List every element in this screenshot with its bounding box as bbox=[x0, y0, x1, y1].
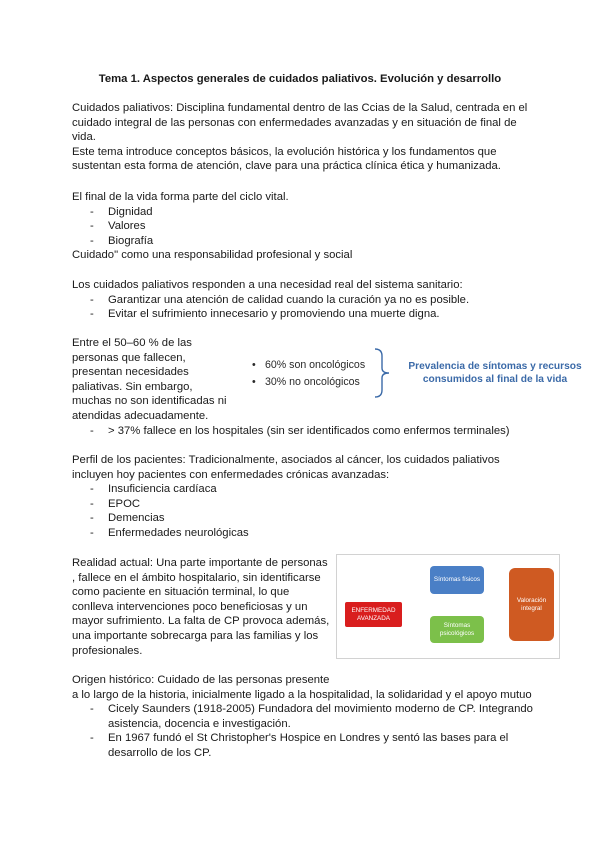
diagram-box-physical-symptoms: Síntomas físicos bbox=[430, 566, 484, 594]
section-heading: El final de la vida forma parte del ciclo vital. bbox=[72, 191, 289, 203]
item-line: asistencia, docencia e investigación. bbox=[108, 717, 291, 730]
bullet-item: • 30% no oncológicos bbox=[252, 374, 365, 391]
list-item: - Biografía bbox=[72, 234, 532, 249]
caption-line: Prevalencia de síntomas y recursos bbox=[408, 361, 582, 372]
text-line: sustentan esta forma de atención, clave para una práctica clínica ética y humanizada. bbox=[72, 160, 501, 173]
necesidad-section bbox=[72, 278, 532, 322]
list-item: - Dignidad bbox=[72, 205, 532, 220]
text-line: Perfil de los pacientes: Tradicionalmente, asociados al cáncer, los cuidados paliativos bbox=[72, 454, 500, 466]
list-item: - Enfermedades neurológicas bbox=[72, 526, 532, 541]
perfil-section bbox=[72, 453, 532, 541]
text-line: profesionales. bbox=[72, 644, 143, 657]
diagram-box-integral-assessment: Valoración integral bbox=[509, 568, 554, 641]
closing-line: Cuidado" como una responsabilidad profesional y social bbox=[72, 249, 353, 262]
estadistica-paragraph bbox=[72, 336, 252, 424]
curly-brace-icon bbox=[372, 348, 394, 398]
text-line: presentan necesidades bbox=[72, 366, 189, 379]
text-line: a lo largo de la historia, inicialmente ligado a la hospitalidad, la solidaridad y el apoyo mutuo bbox=[72, 688, 532, 701]
list-item: - EPOC bbox=[72, 497, 532, 512]
text-line: incluyen hoy pacientes con enfermedades crónicas avanzadas: bbox=[72, 468, 390, 481]
text-line: atendidas adecuadamente. bbox=[72, 409, 209, 422]
text-line: Cuidados paliativos: Disciplina fundamental dentro de las Ccias de la Salud, centrada en el bbox=[72, 102, 528, 114]
caption-line: consumidos al final de la vida bbox=[422, 374, 568, 385]
hospital-item-wrap bbox=[72, 424, 552, 439]
intro-paragraph bbox=[72, 101, 532, 174]
text-line: vida. bbox=[72, 131, 96, 144]
text-line: personas que fallecen, bbox=[72, 351, 186, 364]
list-item: - Valores bbox=[72, 219, 532, 234]
text-line: Entre el 50–60 % de las bbox=[72, 337, 192, 349]
origen-list bbox=[72, 702, 542, 760]
diagram-box-advanced-disease: ENFERMEDAD AVANZADA bbox=[345, 602, 402, 627]
final-vida-list bbox=[72, 205, 532, 249]
section-heading: Los cuidados paliativos responden a una necesidad real del sistema sanitario: bbox=[72, 279, 463, 291]
bullet-item: • 60% son oncológicos bbox=[252, 357, 365, 374]
list-item: - > 37% fallece en los hospitales (sin ser identificados como enfermos terminales) bbox=[72, 424, 552, 439]
text-line: conlleva intervenciones poco beneficiosas y un bbox=[72, 600, 308, 613]
text-line: Este tema introduce conceptos básicos, la evolución histórica y los fundamentos que bbox=[72, 145, 497, 158]
list-item bbox=[72, 731, 542, 760]
diagram-box-psychological-symptoms: Síntomas psicológicos bbox=[430, 616, 484, 643]
final-vida-section bbox=[72, 190, 532, 263]
text-line: Realidad actual: Una parte importante de personas bbox=[72, 557, 328, 569]
text-line: Origen histórico: Cuidado de las personas presente bbox=[72, 674, 330, 686]
necesidad-list bbox=[72, 293, 532, 322]
list-item bbox=[72, 702, 542, 731]
item-line: desarrollo de los CP. bbox=[108, 746, 212, 759]
page-title: Tema 1. Aspectos generales de cuidados paliativos. Evolución y desarrollo bbox=[98, 73, 502, 85]
realidad-paragraph bbox=[72, 556, 334, 658]
text-line: , fallece en el ámbito hospitalario, sin identificarse bbox=[72, 571, 321, 584]
list-item: - Demencias bbox=[72, 511, 532, 526]
text-line: como paciente en situación terminal, lo que bbox=[72, 586, 290, 599]
item-line: - En 1967 fundó el St Christopher's Hospice en Londres y sentó las bases para el bbox=[108, 732, 509, 745]
oncologic-bullets bbox=[252, 357, 365, 391]
text-line: muchas no son identificadas ni bbox=[72, 395, 227, 408]
text-line: paliativas. Sin embargo, bbox=[72, 380, 193, 393]
perfil-list bbox=[72, 482, 532, 540]
origen-section bbox=[72, 673, 542, 761]
text-line: una importante sobrecarga para las familias y los bbox=[72, 629, 319, 642]
prevalence-caption bbox=[400, 360, 590, 386]
text-line: mayor sufrimiento. La falta de CP provoca además, bbox=[72, 615, 330, 628]
list-item: - Garantizar una atención de calidad cuando la curación ya no es posible. bbox=[72, 293, 532, 308]
care-diagram bbox=[336, 554, 560, 659]
list-item: - Insuficiencia cardíaca bbox=[72, 482, 532, 497]
list-item: - Evitar el sufrimiento innecesario y promoviendo una muerte digna. bbox=[72, 307, 532, 322]
item-line: - Cicely Saunders (1918-2005) Fundadora del movimiento moderno de CP. Integrando bbox=[108, 703, 533, 716]
text-line: cuidado integral de las personas con enfermedades avanzadas y en situación de final de bbox=[72, 116, 517, 129]
